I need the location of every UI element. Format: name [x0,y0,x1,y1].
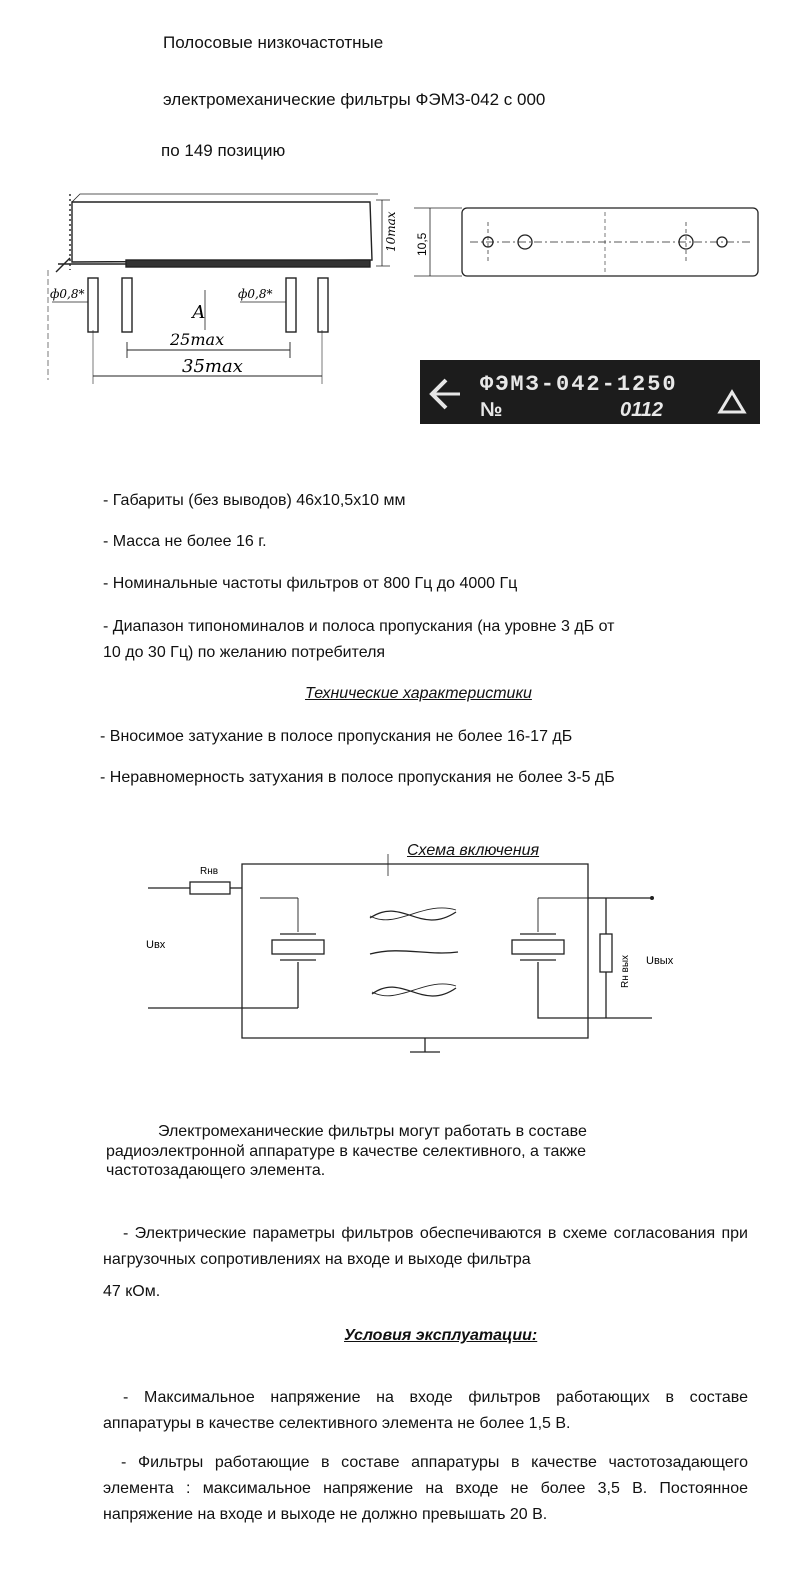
pin-diameter-left-label: ф0,8* [50,287,85,301]
circuit-diagram [140,852,700,1062]
marking-code: 0112 [620,399,664,421]
spec-frequencies: - Номинальные частоты фильтров от 800 Гц до 4000 Гц [103,575,518,592]
label-a: А [192,302,206,323]
dim-width-side-label: 10,5 [415,232,429,256]
para2-text: - Электрические параметры фильтров обеспечиваются в схеме согласования при нагрузочных сопротивлениях на входе и выходе фильтра [103,1225,748,1268]
tech-ripple: - Неравномерность затухания в полосе пропускания не более 3-5 дБ [100,769,615,786]
output-resistor-label: Rн вых [620,954,631,988]
para1-line-3: частотозадающего элемента. [106,1162,326,1179]
condition-2: - Фильтры работающие в составе аппаратуры в качестве частотозадающего элемента : максимальное напряжение на входе не более 3,5 В. Постоянное напряжение на входе и выходе не должно превышать 20 В. [103,1454,748,1523]
input-resistor-label: Rнв [200,866,219,877]
title-line-1: Полосовые низкочастотные [163,33,384,52]
para1-line-2: радиоэлектронной аппаратуре в качестве селективного, а также [106,1143,587,1160]
spec-mass: - Масса не более 16 г. [103,533,267,550]
marking-model-text: ФЭМЗ-042-1250 [480,372,678,397]
input-voltage-label: Uвх [146,939,166,951]
title-line-2: электромеханические фильтры ФЭМЗ-042 с 000 [163,90,546,109]
condition-1: - Максимальное напряжение на входе фильтров работающих в составе аппаратуры в качестве селективного элемента не более 1,5 В. [103,1389,748,1432]
side-view-drawing [40,180,440,400]
spec-dimensions: - Габариты (без выводов) 46х10,5х10 мм [103,492,406,509]
spec-range-line-1: - Диапазон типономиналов и полоса пропускания (на уровне 3 дБ от [103,618,615,635]
title-line-3: по 149 позицию [161,141,286,160]
dim-35-label: 35max [182,356,243,377]
output-voltage-label: Uвых [646,955,674,967]
para1-line-1: Электромеханические фильтры могут работать в составе [158,1123,587,1140]
tech-insertion-loss: - Вносимое затухание в полосе пропускания не более 16-17 дБ [100,728,573,745]
top-view-drawing [410,198,770,288]
pin-diameter-right-label: ф0,8* [238,287,273,301]
conditions-heading: Условия эксплуатации: [344,1327,538,1344]
marking-plate [420,360,760,424]
marking-number-sign: № [480,399,503,421]
para2-value: 47 кОм. [103,1283,161,1300]
dim-height-label: 10max [384,211,398,252]
spec-range-line-2: 10 до 30 Гц) по желанию потребителя [103,644,386,661]
dim-25-label: 25max [170,330,225,349]
tech-heading: Технические характеристики [305,685,532,702]
schema-title: Схема включения [407,842,540,859]
